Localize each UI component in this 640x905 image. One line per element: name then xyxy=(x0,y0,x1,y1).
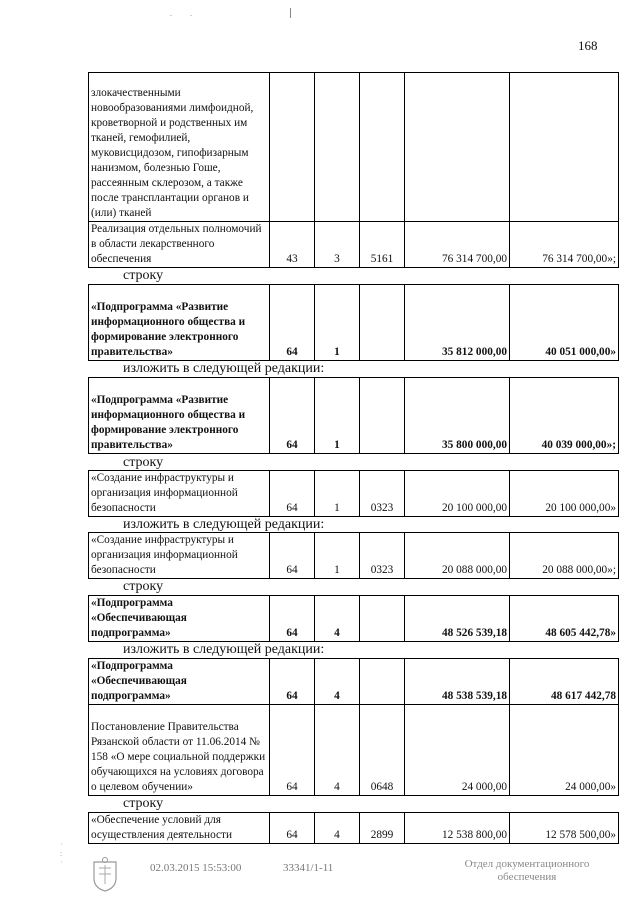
cell-name: Реализация отдельных полномочий в области лекарственного обеспечения xyxy=(89,222,270,268)
footer-department xyxy=(452,858,602,884)
caption-line: строку xyxy=(123,455,164,470)
cell-amount xyxy=(510,73,619,222)
cell-name: «Создание инфраструктуры и организация информационной безопасности xyxy=(89,471,270,517)
footer-doc-number: 33341/1-11 xyxy=(283,862,334,874)
cell-code: 3 xyxy=(315,222,360,268)
cell-amount: 24 000,00» xyxy=(510,705,619,796)
table-section-8 xyxy=(88,812,616,844)
cell-code: 64 xyxy=(270,596,315,642)
cell-amount xyxy=(405,73,510,222)
cell-code: 64 xyxy=(270,533,315,579)
scan-margin-marks: · : · xyxy=(60,840,63,867)
cell-code xyxy=(315,73,360,222)
table-row xyxy=(89,659,619,705)
cell-amount: 40 051 000,00» xyxy=(510,285,619,361)
table-row xyxy=(89,73,619,222)
cell-amount: 35 800 000,00 xyxy=(405,378,510,454)
cell-code: 4 xyxy=(315,705,360,796)
caption-line: строку xyxy=(123,796,164,811)
cell-code: 5161 xyxy=(360,222,405,268)
table-row xyxy=(89,378,619,454)
page-number: 168 xyxy=(578,38,598,53)
cell-code xyxy=(360,73,405,222)
cell-name: «Обеспечение условий для осуществления деятельности xyxy=(89,813,270,844)
cell-code: 1 xyxy=(315,285,360,361)
cell-name: «Подпрограмма «Обеспечивающая подпрограмма» xyxy=(89,596,270,642)
department-line: обеспечения xyxy=(497,871,557,883)
table-row xyxy=(89,285,619,361)
cell-code: 64 xyxy=(270,659,315,705)
cell-amount: 12 538 800,00 xyxy=(405,813,510,844)
caption-line: строку xyxy=(123,268,164,283)
cell-code: 4 xyxy=(315,659,360,705)
cell-amount: 20 100 000,00 xyxy=(405,471,510,517)
table-row xyxy=(89,705,619,796)
cell-code xyxy=(360,659,405,705)
cell-code: 64 xyxy=(270,705,315,796)
coat-of-arms-icon xyxy=(90,856,120,892)
table-section-4 xyxy=(88,470,616,517)
cell-name: «Подпрограмма «Обеспечивающая подпрограмма» xyxy=(89,659,270,705)
cell-amount: 40 039 000,00»; xyxy=(510,378,619,454)
cell-code: 0648 xyxy=(360,705,405,796)
scan-artifact: . . xyxy=(170,9,200,18)
cell-code xyxy=(360,596,405,642)
cell-code: 4 xyxy=(315,596,360,642)
table-row xyxy=(89,222,619,268)
cell-code: 64 xyxy=(270,471,315,517)
table-section-7 xyxy=(88,658,616,796)
table-row xyxy=(89,471,619,517)
cell-code: 1 xyxy=(315,471,360,517)
cell-amount: 48 605 442,78» xyxy=(510,596,619,642)
table-section-2 xyxy=(88,284,616,361)
cell-amount: 12 578 500,00» xyxy=(510,813,619,844)
cell-name: злокачественными новообразованиями лимфоидной, кроветворной и родственных им тканей, гемофилией, муковисцидозом, гипофизарным нанизмом, болезнью Гоше, рассеянным склерозом, а также после трансплантации органов и (или) тканей xyxy=(89,73,270,222)
cell-amount: 76 314 700,00 xyxy=(405,222,510,268)
cell-code xyxy=(270,73,315,222)
cell-amount: 20 088 000,00 xyxy=(405,533,510,579)
cell-code: 1 xyxy=(315,533,360,579)
cell-code: 1 xyxy=(315,378,360,454)
scan-artifact-tick xyxy=(290,8,291,18)
cell-amount: 48 526 539,18 xyxy=(405,596,510,642)
cell-name: «Подпрограмма «Развитие информационного общества и формирование электронного правительства» xyxy=(89,378,270,454)
cell-amount: 24 000,00 xyxy=(405,705,510,796)
cell-name: «Подпрограмма «Развитие информационного общества и формирование электронного правительства» xyxy=(89,285,270,361)
cell-code: 4 xyxy=(315,813,360,844)
table-section-3 xyxy=(88,377,616,454)
table-section-5 xyxy=(88,532,616,579)
cell-amount: 20 100 000,00» xyxy=(510,471,619,517)
cell-code: 2899 xyxy=(360,813,405,844)
table-row xyxy=(89,813,619,844)
cell-code: 64 xyxy=(270,285,315,361)
cell-code: 64 xyxy=(270,813,315,844)
cell-code: 43 xyxy=(270,222,315,268)
cell-name: «Создание инфраструктуры и организация информационной безопасности xyxy=(89,533,270,579)
caption-line: изложить в следующей редакции: xyxy=(123,642,325,657)
table-section-1 xyxy=(88,72,616,268)
caption-line: изложить в следующей редакции: xyxy=(123,361,325,376)
cell-code: 0323 xyxy=(360,471,405,517)
cell-code xyxy=(360,285,405,361)
cell-amount: 48 538 539,18 xyxy=(405,659,510,705)
cell-amount: 76 314 700,00»; xyxy=(510,222,619,268)
cell-code xyxy=(360,378,405,454)
caption-line: строку xyxy=(123,579,164,594)
table-section-6 xyxy=(88,595,616,642)
cell-amount: 35 812 000,00 xyxy=(405,285,510,361)
cell-code: 0323 xyxy=(360,533,405,579)
table-row xyxy=(89,533,619,579)
cell-amount: 48 617 442,78 xyxy=(510,659,619,705)
table-row xyxy=(89,596,619,642)
caption-line: изложить в следующей редакции: xyxy=(123,517,325,532)
footer-timestamp: 02.03.2015 15:53:00 xyxy=(150,862,242,874)
cell-amount: 20 088 000,00»; xyxy=(510,533,619,579)
department-line: Отдел документационного xyxy=(464,858,590,870)
cell-code: 64 xyxy=(270,378,315,454)
cell-name: Постановление Правительства Рязанской области от 11.06.2014 № 158 «О мере социальной поддержки обучающихся на условиях договора о целевом обучении» xyxy=(89,705,270,796)
